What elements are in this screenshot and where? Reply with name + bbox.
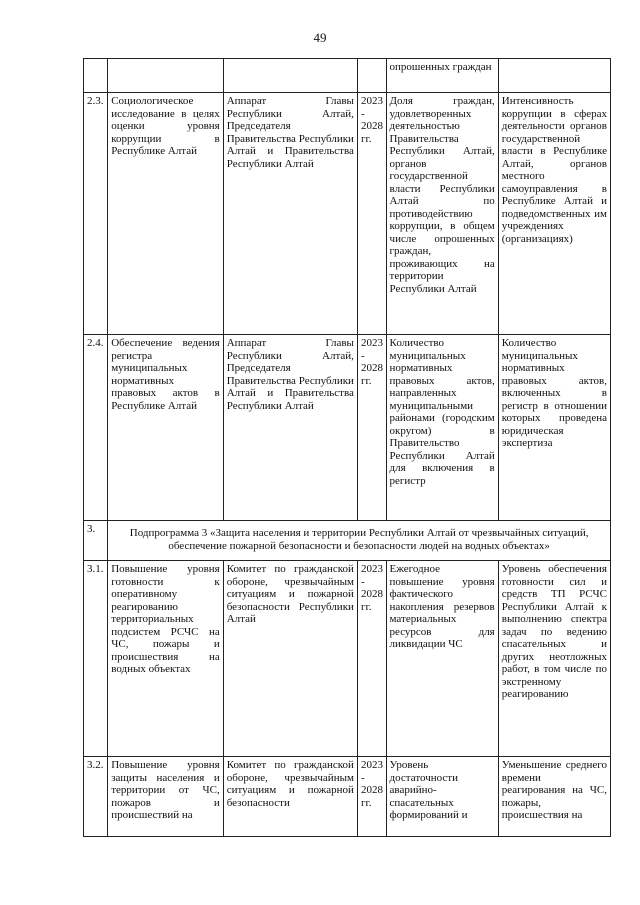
subprogram-title: Подпрограмма 3 «Защита населения и территории Республики Алтай от чрезвычайных ситуаций, обеспечение пожарной безопасности и безопасности людей на водных объектах» (108, 521, 611, 561)
table-row (84, 93, 611, 335)
cell-num: 2.3. (84, 93, 108, 335)
cell-event: Обеспечение ведения регистра муниципальных нормативных правовых актов в Республике Алтай (108, 335, 224, 521)
cell-executor: Комитет по гражданской обороне, чрезвычайным ситуациям и пожарной безопасности (223, 757, 357, 837)
cell-period: 2023 - 2028 гг. (357, 757, 386, 837)
cell-result: Уровень обеспечения готовности сил и средств ТП РСЧС Республики Алтай к выполнению спектра задач по ведению спасательных и других неотложных работ, в том числе по экстренному реагированию (498, 561, 610, 757)
cell-num: 3. (84, 521, 108, 561)
table-row (84, 757, 611, 837)
cell-num: 2.4. (84, 335, 108, 521)
cell-event: Социологическое исследование в целях оценки уровня коррупции в Республике Алтай (108, 93, 224, 335)
cell-executor: Комитет по гражданской обороне, чрезвычайным ситуациям и пожарной безопасности Республики Алтай (223, 561, 357, 757)
cell-result: Интенсивность коррупции в сферах деятельности органов государственной власти в Республике Алтай, органов местного самоуправления в Республике Алтай и подведомственных им учреждениях (организациях) (498, 93, 610, 335)
cell-num: 3.1. (84, 561, 108, 757)
subprogram-row (84, 521, 611, 561)
cell-indicator: Ежегодное повышение уровня фактического накопления резервов материальных ресурсов для ликвидации ЧС (386, 561, 498, 757)
cell-indicator: Уровень достаточности аварийно-спасательных формирований и (386, 757, 498, 837)
page-number: 49 (313, 30, 327, 45)
cell-num: 3.2. (84, 757, 108, 837)
cell-event (108, 59, 224, 93)
table-row (84, 59, 611, 93)
program-table (83, 58, 611, 837)
cell-num (84, 59, 108, 93)
cell-result: Уменьшение среднего времени реагирования на ЧС, пожары, происшествия на (498, 757, 610, 837)
cell-result (498, 59, 610, 93)
table-row (84, 335, 611, 521)
cell-period: 2023 - 2028 гг. (357, 93, 386, 335)
cell-period: 2023 - 2028 гг. (357, 561, 386, 757)
cell-indicator: Количество муниципальных нормативных правовых актов, направленных муниципальными районами (городским округом) в Правительство Республики Алтай для включения в регистр (386, 335, 498, 521)
cell-period (357, 59, 386, 93)
cell-event: Повышение уровня готовности к оперативному реагированию территориальных подсистем РСЧС на ЧС, пожары и происшествия на водных объектах (108, 561, 224, 757)
cell-result: Количество муниципальных нормативных правовых актов, включенных в регистр в отношении которых проведена юридическая экспертиза (498, 335, 610, 521)
table-row (84, 561, 611, 757)
cell-period: 2023 - 2028 гг. (357, 335, 386, 521)
cell-indicator: опрошенных граждан (386, 59, 498, 93)
cell-indicator: Доля граждан, удовлетворенных деятельностью Правительства Республики Алтай, органов государственной власти Республики Алтай по противодействию коррупции, в общем числе опрошенных граждан, проживающих на территории Республики Алтай (386, 93, 498, 335)
cell-executor: Аппарат Главы Республики Алтай, Председателя Правительства Республики Алтай и Правительства Республики Алтай (223, 93, 357, 335)
cell-event: Повышение уровня защиты населения и территории от ЧС, пожаров и происшествий на (108, 757, 224, 837)
cell-executor: Аппарат Главы Республики Алтай, Председателя Правительства Республики Алтай и Правительства Республики Алтай (223, 335, 357, 521)
cell-executor (223, 59, 357, 93)
